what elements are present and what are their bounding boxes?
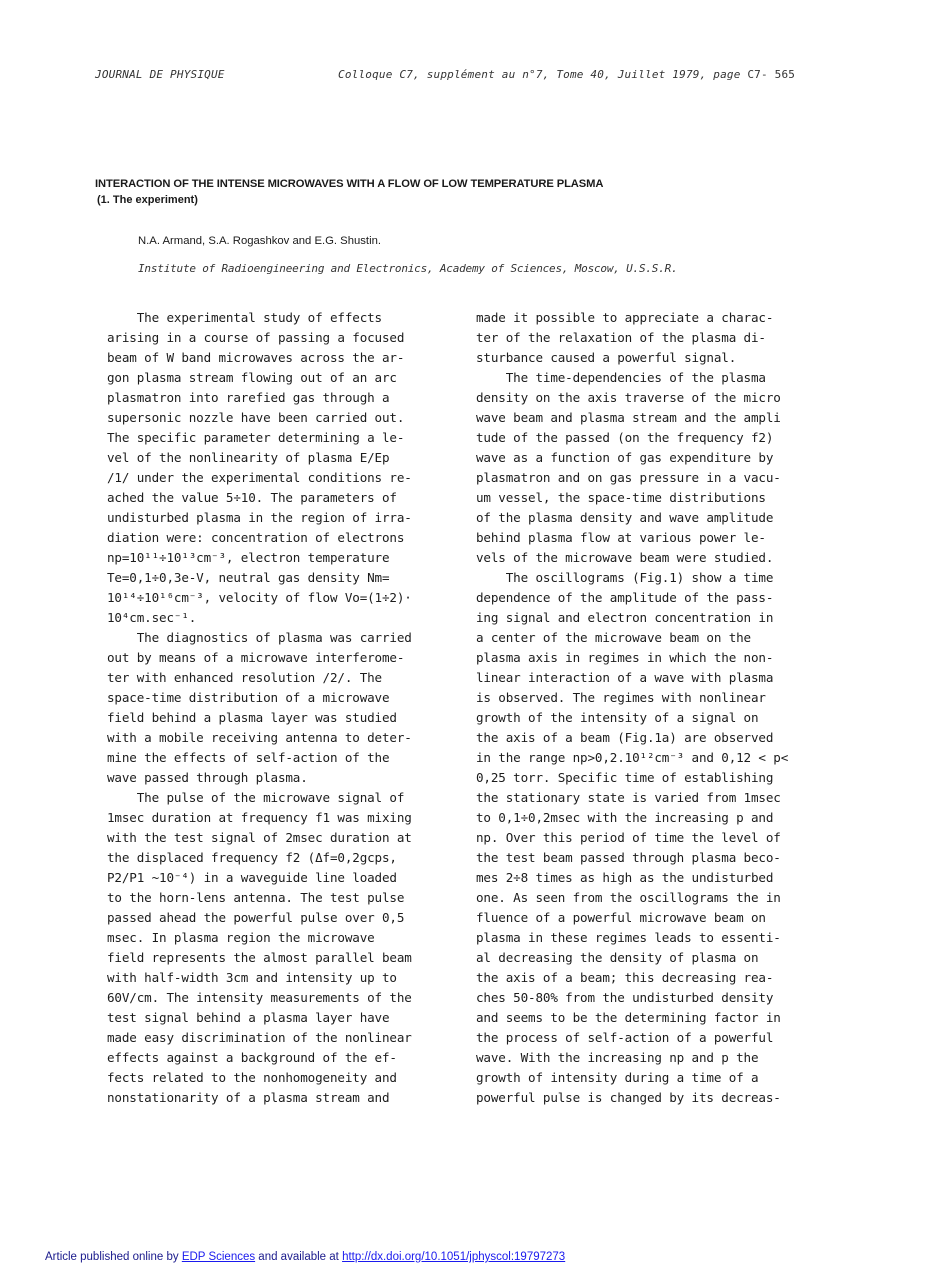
text-line: of the plasma density and wave amplitude [476,510,774,525]
journal-name: JOURNAL DE PHYSIQUE [95,68,225,81]
text-line: 60V/cm. The intensity measurements of the [107,990,412,1005]
text-line: The pulse of the microwave signal of [107,790,405,805]
text-line: np=10¹¹÷10¹³cm⁻³, electron temperature [107,550,390,565]
text-line: nonstationarity of a plasma stream and [107,1090,390,1105]
text-line: is observed. The regimes with nonlinear [476,690,766,705]
text-line: um vessel, the space-time distributions [476,490,766,505]
text-line: plasmatron and on gas pressure in a vacu- [476,470,781,485]
text-line: growth of the intensity of a signal on [476,710,759,725]
text-line: field behind a plasma layer was studied [107,710,397,725]
text-line: al decreasing the density of plasma on [476,950,759,965]
text-line: np. Over this period of time the level of [476,830,781,845]
text-line: fects related to the nonhomogeneity and [107,1070,397,1085]
article-subtitle: (1. The experiment) [97,194,198,206]
text-line: field represents the almost parallel beam [107,950,412,965]
affiliation: Institute of Radioengineering and Electronics, Academy of Sciences, Moscow, U.S.S.R. [138,262,678,275]
text-line: The diagnostics of plasma was carried [107,630,412,645]
authors: N.A. Armand, S.A. Rogashkov and E.G. Shustin. [138,235,382,247]
text-line: made easy discrimination of the nonlinear [107,1030,412,1045]
text-line: vels of the microwave beam were studied. [476,550,774,565]
text-line: gon plasma stream flowing out of an arc [107,370,397,385]
publisher-link[interactable]: EDP Sciences [181,1251,256,1263]
text-line: plasmatron into rarefied gas through a [107,390,390,405]
text-line: behind plasma flow at various power le- [476,530,766,545]
text-line: 10⁴cm.sec⁻¹. [107,610,197,625]
text-line: the displaced frequency f2 (Δf=0,2gcps, [107,850,397,865]
text-line: wave beam and plasma stream and the ampli [476,410,781,425]
text-line: 1msec duration at frequency f1 was mixing [107,810,412,825]
text-line: 10¹⁴÷10¹⁶cm⁻³, velocity of flow Vo=(1÷2)· [107,590,412,605]
text-line: mes 2÷8 times as high as the undisturbed [476,870,774,885]
text-line: The experimental study of effects [107,310,382,325]
text-line: sturbance caused a powerful signal. [476,350,737,365]
text-line: with half-width 3cm and intensity up to [107,970,397,985]
footer-middle: and available at [255,1251,343,1263]
page-number: C7- 565 [747,68,796,81]
text-line: powerful pulse is changed by its decreas- [476,1090,781,1105]
text-line: and seems to be the determining factor in [476,1010,781,1025]
text-line: in the range np>0,2.10¹²cm⁻³ and 0,12 < p< [476,750,789,765]
text-line: ing signal and electron concentration in [476,610,774,625]
text-line: wave as a function of gas expenditure by [476,450,774,465]
text-line: effects against a background of the ef- [107,1050,397,1065]
text-line: ches 50-80% from the undisturbed density [476,990,774,1005]
text-line: ter of the relaxation of the plasma di- [476,330,766,345]
text-line: supersonic nozzle have been carried out. [107,410,405,425]
text-line: /1/ under the experimental conditions re- [107,470,412,485]
text-line: undisturbed plasma in the region of irra- [107,510,412,525]
text-line: plasma axis in regimes in which the non- [476,650,774,665]
text-line: plasma in these regimes leads to essenti- [476,930,781,945]
text-line: ached the value 5÷10. The parameters of [107,490,397,505]
footer-prefix: Article published online by [45,1251,182,1263]
text-line: the axis of a beam (Fig.1a) are observed [476,730,774,745]
text-line: passed ahead the powerful pulse over 0,5 [107,910,405,925]
text-line: made it possible to appreciate a charac- [476,310,774,325]
text-line: the axis of a beam; this decreasing rea- [476,970,774,985]
text-line: fluence of a powerful microwave beam on [476,910,766,925]
text-line: P2/P1 ~10⁻⁴) in a waveguide line loaded [107,870,397,885]
text-line: to the horn-lens antenna. The test pulse [107,890,405,905]
doi-link[interactable]: http://dx.doi.org/10.1051/jphyscol:19797273 [342,1251,566,1263]
left-column [107,308,457,1108]
text-line: arising in a course of passing a focused [107,330,405,345]
text-line: a center of the microwave beam on the [476,630,751,645]
text-line: the test beam passed through plasma beco- [476,850,781,865]
text-line: space-time distribution of a microwave [107,690,390,705]
text-line: wave. With the increasing np and p the [476,1050,759,1065]
text-line: ter with enhanced resolution /2/. The [107,670,382,685]
colloque-info: Colloque C7, supplément au n°7, Tome 40, Juillet 1979, page [338,68,741,81]
text-line: tude of the passed (on the frequency f2) [476,430,774,445]
running-header [338,68,795,81]
text-line: dependence of the amplitude of the pass- [476,590,774,605]
text-line: test signal behind a plasma layer have [107,1010,390,1025]
article-title: INTERACTION OF THE INTENSE MICROWAVES WITH A FLOW OF LOW TEMPERATURE PLASMA [95,178,604,190]
text-line: diation were: concentration of electrons [107,530,405,545]
text-line: linear interaction of a wave with plasma [476,670,774,685]
right-column [476,308,826,1108]
text-line: the process of self-action of a powerful [476,1030,774,1045]
text-line: growth of intensity during a time of a [476,1070,759,1085]
text-line: Te=0,1÷0,3e-V, neutral gas density Nm= [107,570,390,585]
text-line: The oscillograms (Fig.1) show a time [476,570,774,585]
text-line: wave passed through plasma. [107,770,308,785]
text-line: msec. In plasma region the microwave [107,930,375,945]
text-line: density on the axis traverse of the micro [476,390,781,405]
text-line: The specific parameter determining a le- [107,430,405,445]
text-line: beam of W band microwaves across the ar- [107,350,405,365]
text-line: 0,25 torr. Specific time of establishing [476,770,774,785]
text-line: with the test signal of 2msec duration at [107,830,412,845]
text-line: The time-dependencies of the plasma [476,370,766,385]
text-line: one. As seen from the oscillograms the in [476,890,781,905]
text-line: out by means of a microwave interferome- [107,650,405,665]
footer [45,1251,565,1263]
text-line: mine the effects of self-action of the [107,750,390,765]
text-line: to 0,1÷0,2msec with the increasing p and [476,810,774,825]
text-line: the stationary state is varied from 1msec [476,790,781,805]
text-line: vel of the nonlinearity of plasma E/Ep [107,450,390,465]
text-line: with a mobile receiving antenna to deter- [107,730,412,745]
